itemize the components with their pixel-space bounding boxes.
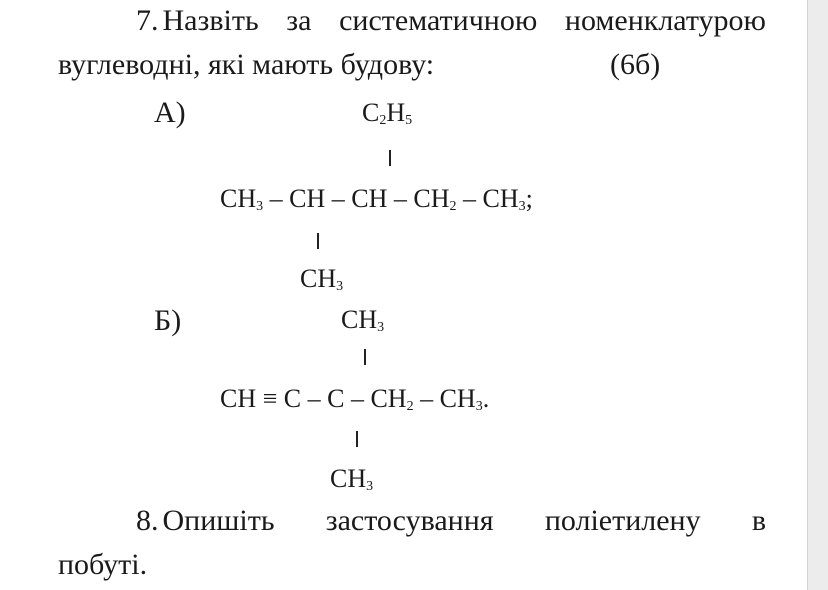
- formula-a-label: А): [154, 96, 186, 129]
- formula-b-bottom-bond: [356, 431, 358, 447]
- task8-number: 8.: [136, 504, 159, 537]
- task7-word: систематичною: [339, 4, 538, 37]
- task7-word: за: [286, 4, 312, 37]
- task8-word: Опишіть: [162, 504, 275, 537]
- task8-line1: [136, 504, 766, 538]
- formula-a-top-bond: [389, 150, 391, 166]
- task7-number: 7.: [136, 4, 159, 37]
- task7-word: номенклатурою: [564, 4, 766, 37]
- task8-word: поліетилену: [544, 504, 701, 537]
- formula-a-bottom-substituent: $CH_3$: [300, 264, 344, 294]
- task8-word: застосування: [325, 504, 494, 537]
- formula-a-main-chain: $CH_3$ – CH – CH – $CH_2 - CH_3$;: [220, 184, 533, 214]
- formula-b-label: Б): [154, 304, 182, 337]
- task8-word: в: [751, 504, 766, 537]
- formula-b-main-chain: CH ≡ C – C – $CH_2 - CH_3$.: [220, 384, 490, 414]
- formula-b-top-bond: [364, 349, 366, 365]
- task7-line2: вуглеводні, які мають будову:: [58, 48, 435, 81]
- page-edge: [807, 0, 828, 590]
- task7-points: (6б): [610, 48, 661, 81]
- formula-b-bottom-substituent: $CH_3$: [330, 464, 374, 494]
- task8-line2: побуті.: [58, 548, 148, 581]
- task7-word: Назвіть: [162, 4, 259, 37]
- formula-a-bottom-bond: [317, 233, 319, 249]
- formula-b-top-substituent: $CH_3$: [341, 305, 385, 335]
- formula-a-top-substituent: $C_2H_5$: [362, 98, 413, 128]
- task7-line1: [136, 4, 766, 38]
